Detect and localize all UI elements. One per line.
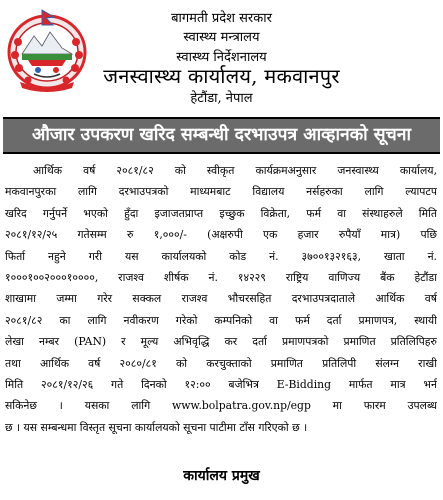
ministry-line: स्वास्थ्य मन्त्रालय — [183, 30, 260, 45]
notice-body-line: शाखामा जम्मा गरेर सक्कल राजश्व भौचरसहित दरभाउपत्रदाताले आर्थिक वर्ष — [5, 292, 437, 306]
notice-body-line: लेखा नम्बर (PAN) र मूल्य अभिवृद्धि कर दर्ता प्रमाणपत्रको प्रमाणित प्रतिलिपिहरु — [5, 335, 437, 349]
notice-body-line: मकवानपुरका लागि दरभाउपत्रको माध्यमबाट विद्यालय नर्सहरुका लागि ल्यापटप — [5, 185, 437, 199]
notice-body-line: सकिनेछ । यसका लागि www.bolpatra.gov.np/egp मा फारम उपलब्ध — [5, 399, 437, 413]
notice-body-line: १०००१००२०००१००००, राजश्व शीर्षक नं. १४२२९ राष्ट्रिय वाणिज्य बैंक हेटौंडा — [5, 270, 437, 284]
office-name: जनस्वास्थ्य कार्यालय, मकवानपुर — [103, 64, 340, 88]
notice-title-banner — [3, 117, 440, 154]
office-chief-signature: कार्यालय प्रमुख — [183, 468, 260, 484]
notice-body — [5, 160, 437, 438]
notice-body-line: २०८१/१२/२५ गतेसम्म रु १,०००/- (अक्षरुपी एक हजार रुपैयाँ मात्र) पछि — [5, 228, 437, 242]
notice-body-line: तथा आर्थिक वर्ष २०८०/८१ को करचुक्ताको प्रमाणित प्रतिलिपी संलग्न राखी — [5, 356, 437, 370]
notice-title: औजार उपकरण खरिद सम्बन्धी दरभाउपत्र आव्हानको सूचना — [32, 125, 411, 145]
notice-body-line: आर्थिक वर्ष २०८१/८२ को स्वीकृत कार्यक्रमअनुसार जनस्वास्थ्य कार्यालय, — [33, 164, 437, 177]
office-location: हेटौंडा, नेपाल — [190, 91, 253, 106]
province-government-line: बागमती प्रदेश सरकार — [171, 11, 272, 26]
notice-body-line: फिर्ता नहुने गरी यस कार्यालयको कोड नं. ३७००१३२१६३, खाता नं. — [5, 249, 437, 263]
notice-body-line: २०८१/८२ का लागि नवीकरण गरेको कम्पनिको वा फर्म दर्ता प्रमाणपत्र, स्थायी — [5, 313, 437, 327]
notice-body-line: खरिद गर्नुपर्ने भएको हुँदा इजाजतप्राप्त इच्छुक विक्रेता, फर्म वा संस्थाहरुले मिति — [5, 206, 437, 220]
notice-body-line: छ । यस सम्बन्धमा विस्तृत सूचना कार्यालयको सूचना पाटीमा टाँस गरिएको छ । — [5, 420, 308, 434]
notice-body-line: मिति २०८१/१२/२६ गते दिनको १२:०० बजेभित्र E-Bidding मार्फत मात्र भर्न — [5, 377, 437, 391]
directorate-line: स्वास्थ्य निर्देशनालय — [176, 50, 267, 65]
